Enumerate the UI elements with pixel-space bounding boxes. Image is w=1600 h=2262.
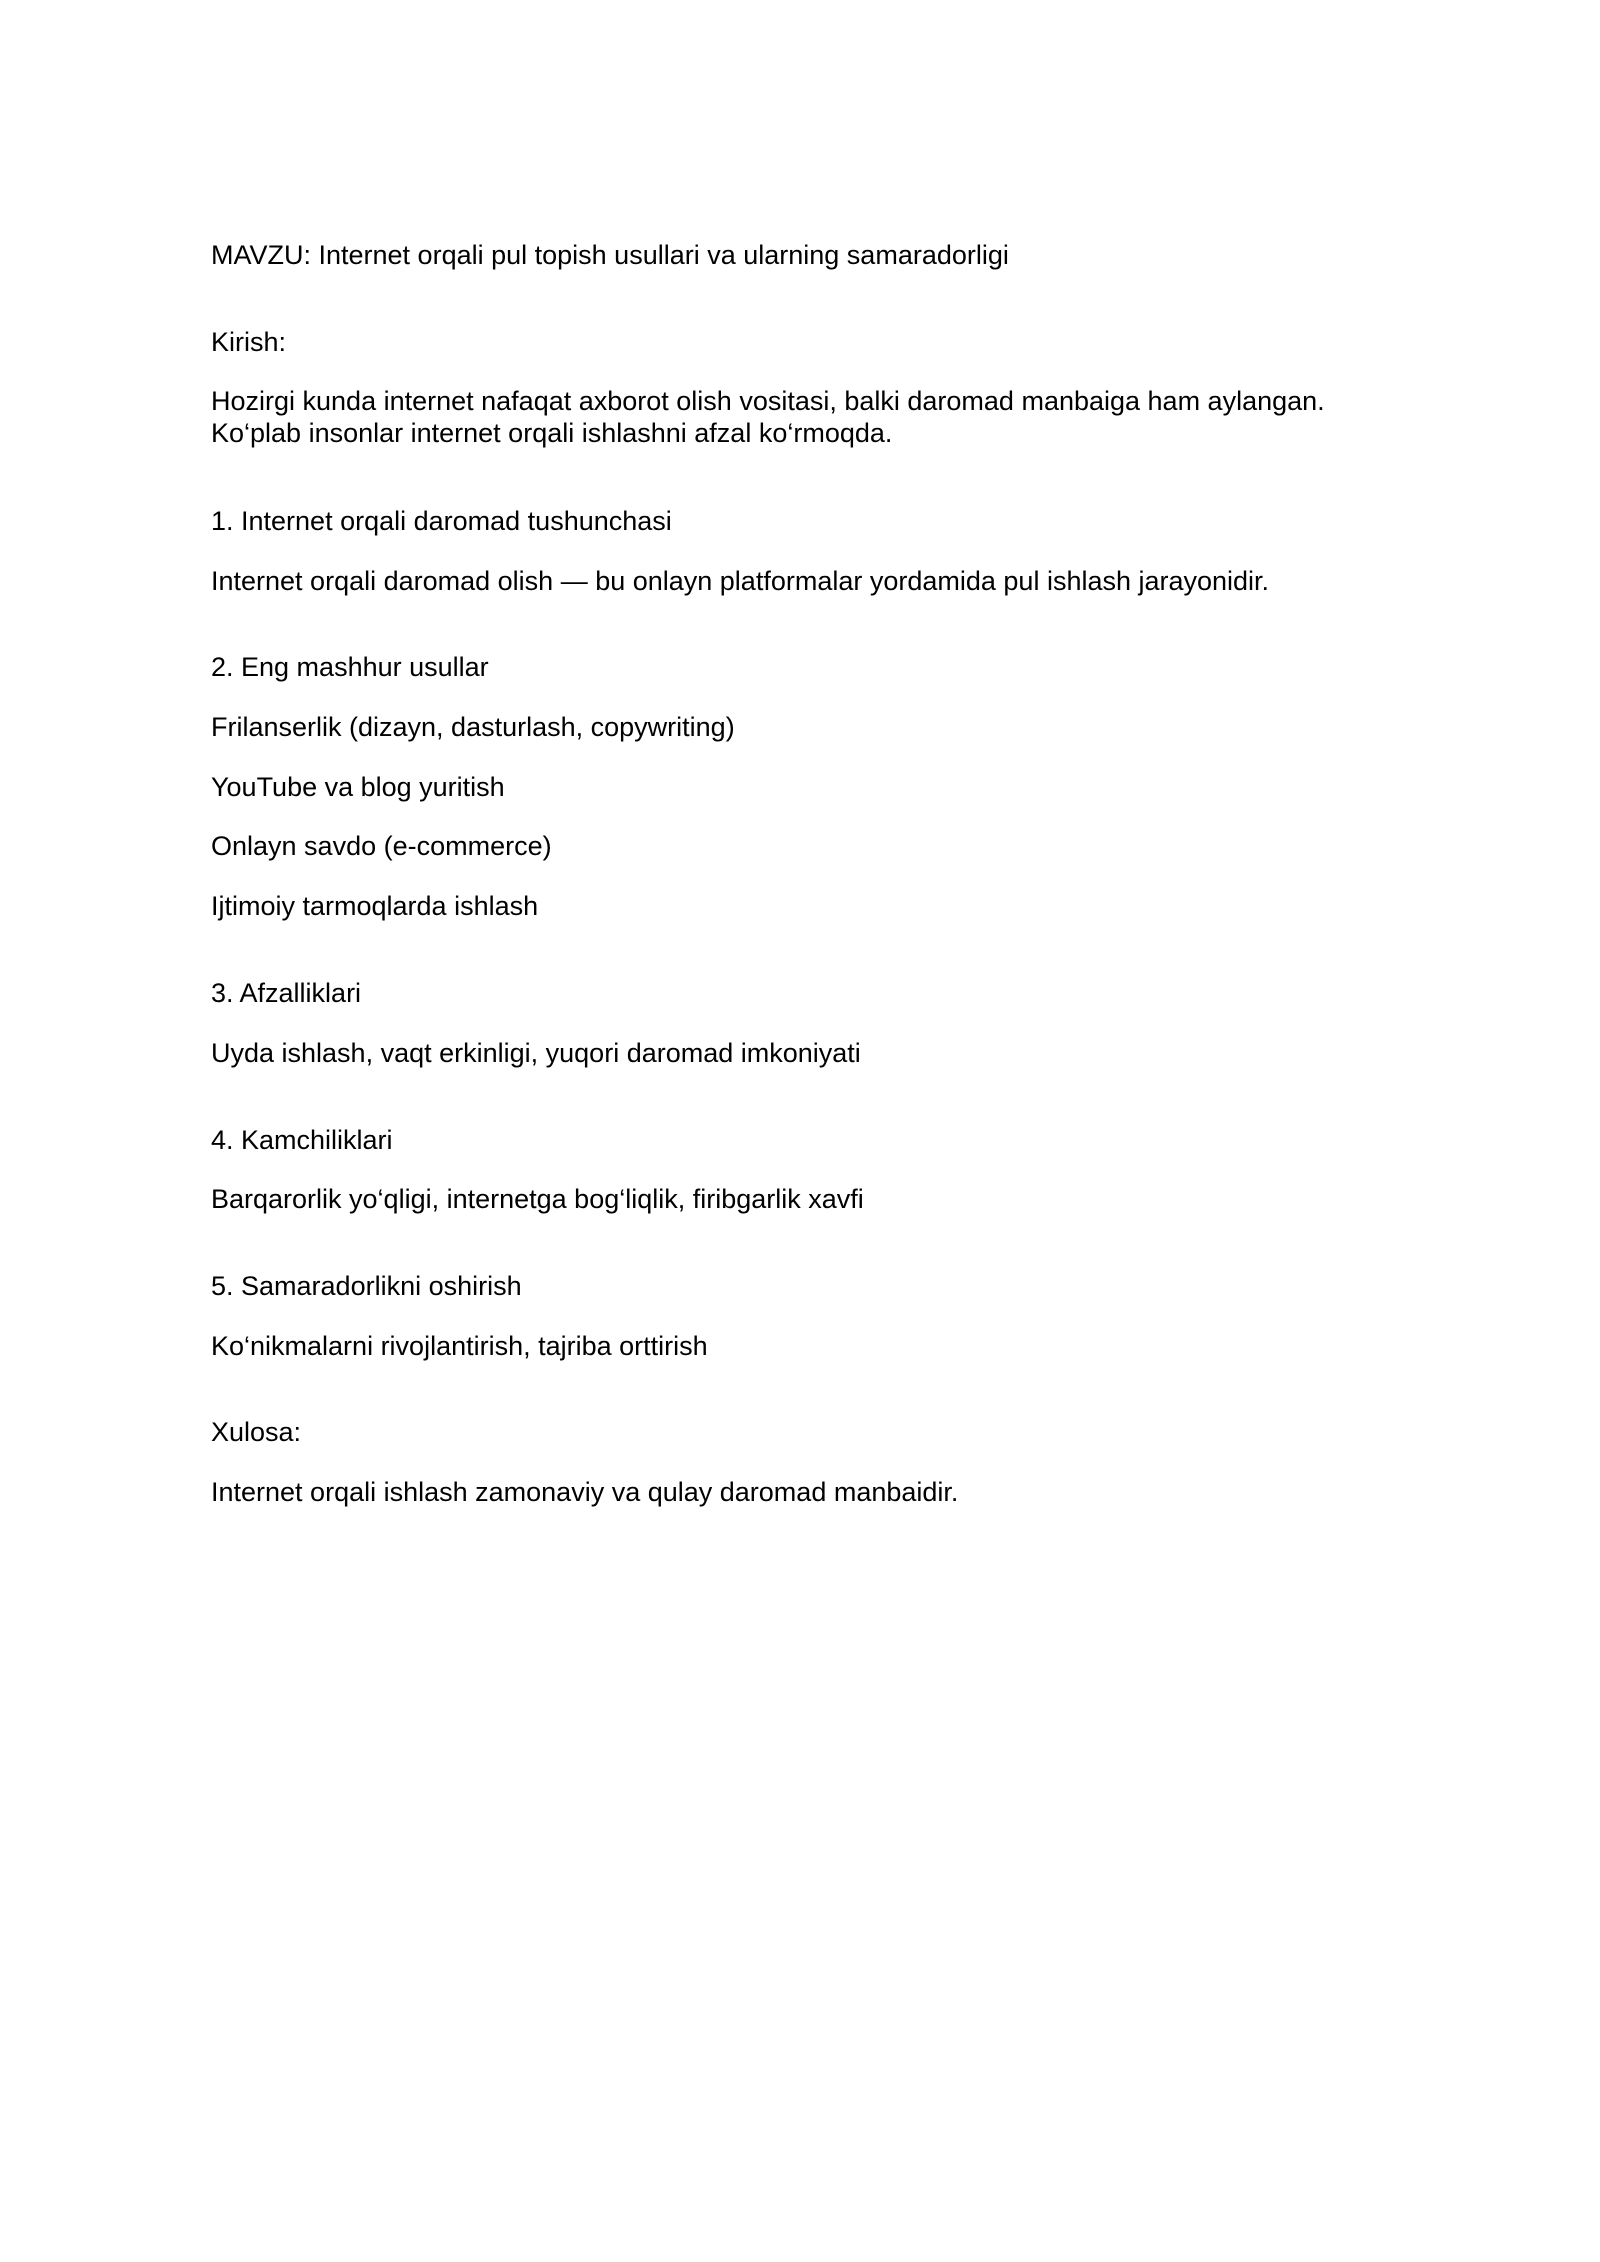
section-5-paragraph: Ko‘nikmalarni rivojlantirish, tajriba orttirish	[211, 1331, 708, 1361]
section-2-item-4: Ijtimoiy tarmoqlarda ishlash	[211, 891, 539, 921]
section-3-paragraph: Uyda ishlash, vaqt erkinligi, yuqori daromad imkoniyati	[211, 1038, 861, 1068]
section-2-heading: 2. Eng mashhur usullar	[211, 652, 489, 682]
section-1-paragraph: Internet orqali daromad olish — bu onlayn platformalar yordamida pul ishlash jarayonidir.	[211, 566, 1270, 596]
intro-heading: Kirish:	[211, 327, 287, 357]
section-4-paragraph: Barqarorlik yo‘qligi, internetga bog‘liqlik, firibgarlik xavfi	[211, 1184, 864, 1214]
section-1-heading: 1. Internet orqali daromad tushunchasi	[211, 506, 672, 536]
conclusion-paragraph: Internet orqali ishlash zamonaviy va qulay daromad manbaidir.	[211, 1477, 959, 1507]
section-5-heading: 5. Samaradorlikni oshirish	[211, 1271, 522, 1301]
section-2-item-2: YouTube va blog yuritish	[211, 772, 505, 802]
intro-line-2: Ko‘plab insonlar internet orqali ishlashni afzal ko‘rmoqda.	[211, 418, 893, 448]
intro-line-1: Hozirgi kunda internet nafaqat axborot olish vositasi, balki daromad manbaiga ham aylangan.	[211, 386, 1325, 416]
section-4-heading: 4. Kamchiliklari	[211, 1125, 393, 1155]
document-title: MAVZU: Internet orqali pul topish usullari va ularning samaradorligi	[211, 240, 1009, 270]
section-2-item-1: Frilanserlik (dizayn, dasturlash, copywriting)	[211, 712, 735, 742]
section-2-item-3: Onlayn savdo (e-commerce)	[211, 831, 552, 861]
conclusion-heading: Xulosa:	[211, 1417, 302, 1447]
section-3-heading: 3. Afzalliklari	[211, 978, 362, 1008]
